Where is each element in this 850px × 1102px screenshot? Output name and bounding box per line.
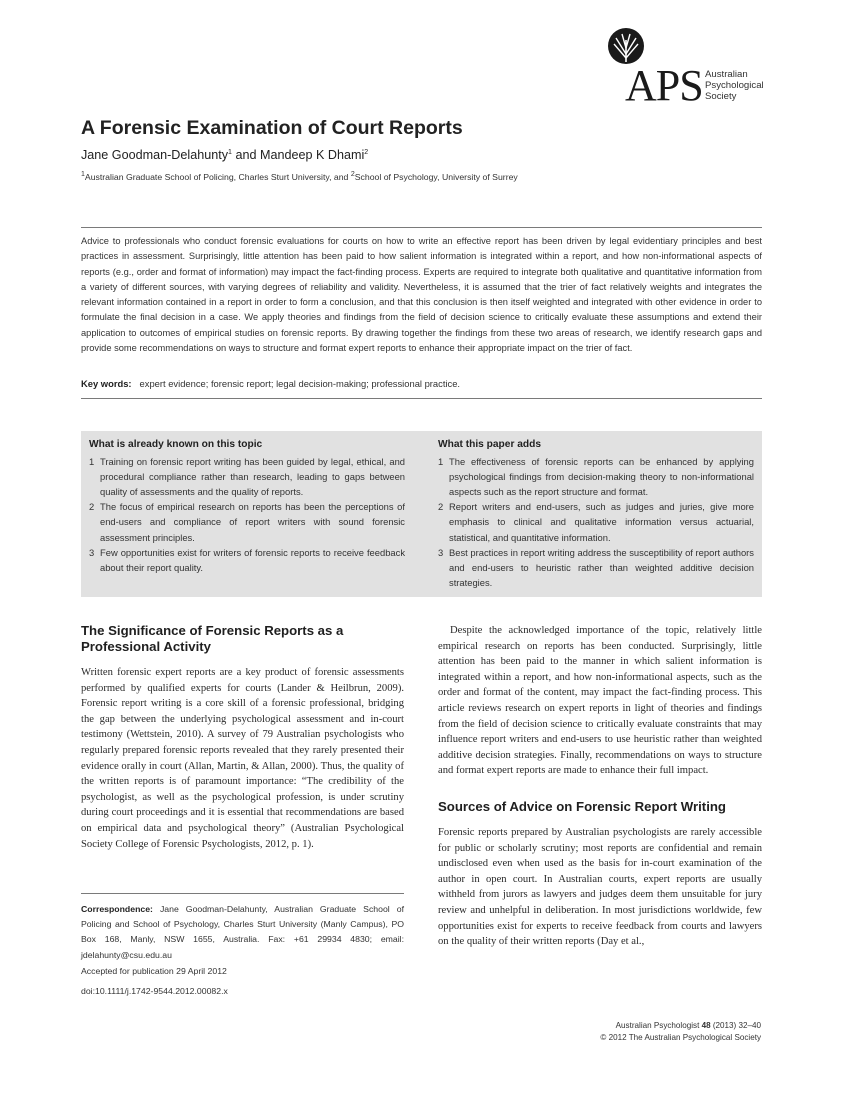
author-line: Jane Goodman-Delahunty$^1$ and Mandeep K Dhami$^2$ (81, 148, 369, 162)
list-item: 2 Report writers and end-users, such as judges and juries, give more emphasis to clinical and qualitative information versus actuarial, statistical, and quantitative information. (438, 501, 754, 543)
list-item: 1 The effectiveness of forensic reports can be enhanced by applying psychological findings from decision-making theory to non-informational aspects such as the report structure and format. (438, 456, 754, 498)
correspondence-rule (81, 893, 404, 894)
right-column (438, 623, 762, 950)
page-footer: Australian Psychologist 48 (2013) 32–40 © 2012 The Australian Psychological Society (600, 1021, 761, 1042)
section-paragraph: Forensic reports prepared by Australian psychologists are rarely accessible for public or scholarly scrutiny; most reports are confidential and remain undisclosed even when used as the basis for in-court examination of the author in open court. In Australian courts, expert reports are usually withheld from jurors as lawyers and judges deem them unsuitable for jury review and unhelpful in deliberation. In most jurisdictions worldwide, few opportunities exist for experts to receive feedback from courts and lawyers on the quality of their written reports (Day et al., (438, 826, 762, 948)
doi: doi:10.1111/j.1742-9544.2012.00082.x (81, 986, 228, 996)
publisher-logo (600, 28, 770, 108)
author-1: Jane Goodman-Delahunty (81, 148, 229, 162)
section-heading-sources: Sources of Advice on Forensic Report Writing (438, 798, 726, 814)
article-title: A Forensic Examination of Court Reports (81, 117, 463, 139)
author-2: Mandeep K Dhami (259, 148, 365, 162)
aps-full-name: Australian Psychological Society (705, 69, 764, 102)
section-heading-significance: The Significance of Forensic Reports as a Professional Activity (81, 623, 344, 654)
correspondence-text: Jane Goodman-Delahunty, Australian Graduate School of Policing and School of Psychology, Charles Sturt University (Manly Campus), PO Box 168, Manly, NSW 1655, Australia. Fax: +61 29934 4830; email: jdelahunty@csu.edu.au (81, 904, 404, 960)
adds-heading: What this paper adds (438, 439, 542, 450)
adds-column (438, 437, 754, 590)
accepted-date: Accepted for publication 29 April 2012 (81, 966, 227, 976)
left-column (81, 623, 404, 852)
intro-paragraph: Despite the acknowledged importance of the topic, relatively little empirical research on reports has been conducted. Surprisingly, little attention has been paid to the manner in which salient information is integrated within a report, and how non-informational aspects, such as the order and format of the content, may impact the fact-finding process. This article reviews research on expert reports in light of theories and findings from the field of decision science to critically evaluate constraints that may influence report writers and end-users to use heuristic rather than weighted additive decision strategies. Finally, recommendations on ways to structure and format expert reports are made to enhance their full impact. (438, 625, 762, 777)
list-item: 1 Training on forensic report writing has been guided by legal, ethical, and procedural compliance rather than research, leading to gaps between quality of assessments and the quality of reports. (89, 456, 405, 498)
abstract: Advice to professionals who conduct forensic evaluations for courts on how to write an effective report has been driven by legal evidentiary principles and best practices in assessment. Surprisingly, little attention has been paid to how salient information is integrated within a report, and how non-informational aspects of reports (e.g., order and format of information) may impact the fact-finding process. Experts are required to integrate both qualitative and quantitative information from a variety of different sources, with varying degrees of reliability and validity. Nevertheless, it is assumed that the trier of fact relatively weights and integrates the relevant information contained in a report in order to form a conclusion, and that this conclusion is then itself weighted and integrated with other evidence in order to formulate the final decision in a case. We apply theories and findings from the field of decision science to critically evaluate these assumptions and extend their application to outcomes of empirical studies on forensic reports. By drawing together the findings from these two areas of research, we identify research gaps and provide some recommendations on ways to structure and format expert reports to enhance their appropriate impact on the trier of fact. (81, 236, 762, 354)
correspondence (81, 902, 404, 963)
known-heading: What is already known on this topic (89, 439, 263, 450)
aps-wordmark: APS (625, 61, 703, 110)
keywords-text: expert evidence; forensic report; legal decision-making; professional practice. (139, 378, 461, 389)
keywords (81, 378, 460, 389)
correspondence-label: Correspondence: (81, 904, 153, 914)
section-paragraph: Written forensic expert reports are a key product of forensic assessments performed by qualified experts for courts (Lander & Heilbrun, 2009). Forensic report writing is a core skill of a forensic professional, bridging the gap between the underlying psychological assessment and in-court testimony (Wettstein, 2010). A survey of 79 Australian psychologists who regularly prepared forensic reports revealed that they rarely presented their evidence orally in court (Allan, Martin, & Allan, 2000). Thus, the quality of the written reports is of paramount importance: “The credibility of the psychologist, as well as the psychological profession, is under scrutiny during court proceedings and it is essential that recommendations are based on empirical data and psychological theory” (Australian Psychological Society College of Forensic Psychologists, 2012, p. 1). (81, 667, 404, 850)
summary-box (81, 431, 762, 597)
abstract-top-rule (81, 227, 762, 228)
affiliations: $^1$Australian Graduate School of Policing, Charles Sturt University, and $^2$School of Psychology, University of Surrey (81, 171, 518, 182)
abstract-bottom-rule (81, 398, 762, 399)
known-column (89, 437, 405, 575)
list-item: 2 The focus of empirical research on reports has been the perceptions of end-users and compliance of report writers with sound forensic assessment principles. (89, 501, 405, 543)
keywords-label: Key words: (81, 378, 132, 389)
list-item: 3 Few opportunities exist for writers of forensic reports to receive feedback about their report quality. (89, 546, 405, 573)
list-item: 3 Best practices in report writing address the susceptibility of report authors and end-users to heuristic rather than weighted additive decision strategies. (438, 546, 754, 588)
